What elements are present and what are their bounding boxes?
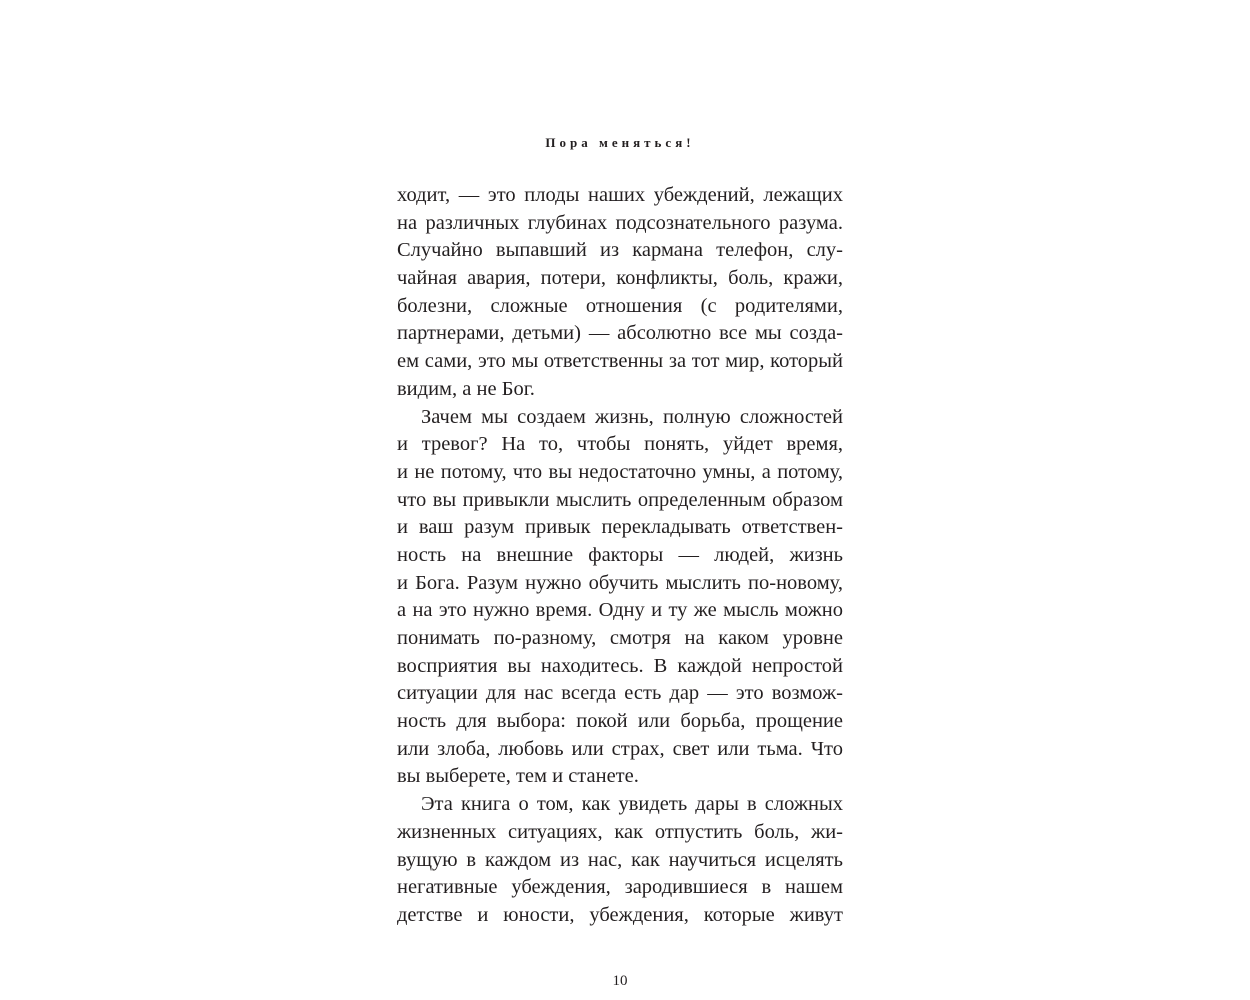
text-line: и Бога. Разум нужно обучить мыслить по-новому, xyxy=(397,571,843,594)
text-line: ность для выбора: покой или борьба, прощение xyxy=(397,710,843,733)
text-line: и не потому, что вы недостаточно умны, а потому, xyxy=(397,460,843,483)
text-line: вы выберете, тем и станете. xyxy=(397,765,639,788)
text-line: что вы привыкли мыслить определенным образом xyxy=(397,488,843,511)
text-line: негативные убеждения, зародившиеся в нашем xyxy=(397,876,843,899)
text-line: и тревог? На то, чтобы понять, уйдет время, xyxy=(397,433,843,456)
text-line: партнерами, детьми) — абсолютно все мы созда- xyxy=(397,322,843,345)
text-line: или злоба, любовь или страх, свет или тьма. Что xyxy=(397,737,843,760)
text-line: видим, а не Бог. xyxy=(397,377,535,400)
text-line: понимать по-разному, смотря на каком уровне xyxy=(397,627,843,649)
text-line: Случайно выпавший из кармана телефон, слу- xyxy=(397,239,843,262)
text-line: Зачем мы создаем жизнь, полную сложностей xyxy=(421,405,843,428)
text-line: вущую в каждом из нас, как научиться исцелять xyxy=(397,848,843,871)
text-line: а на это нужно время. Одну и ту же мысль можно xyxy=(397,599,843,622)
text-line: ность на внешние факторы — людей, жизнь xyxy=(397,543,843,566)
text-line: ходит, — это плоды наших убеждений, лежащих xyxy=(397,184,843,206)
running-head: Пора меняться! xyxy=(545,135,695,150)
text-line: на различных глубинах подсознательного разума. xyxy=(397,211,843,234)
body-text xyxy=(397,182,843,930)
text-line: жизненных ситуациях, как отпустить боль, жи- xyxy=(397,820,843,843)
text-line: болезни, сложные отношения (с родителями, xyxy=(397,294,843,317)
page-number: 10 xyxy=(612,973,628,989)
text-line: Эта книга о том, как увидеть дары в сложных xyxy=(421,793,843,816)
text-line: и ваш разум привык перекладывать ответствен- xyxy=(397,516,843,539)
text-line: детстве и юности, убеждения, которые живут xyxy=(397,903,843,926)
text-line: ем сами, это мы ответственны за тот мир, который xyxy=(397,350,843,373)
text-line: ситуации для нас всегда есть дар — это возмож- xyxy=(397,682,843,705)
text-line: восприятия вы находитесь. В каждой непростой xyxy=(397,654,843,677)
text-line: чайная авария, потери, конфликты, боль, кражи, xyxy=(397,267,843,290)
